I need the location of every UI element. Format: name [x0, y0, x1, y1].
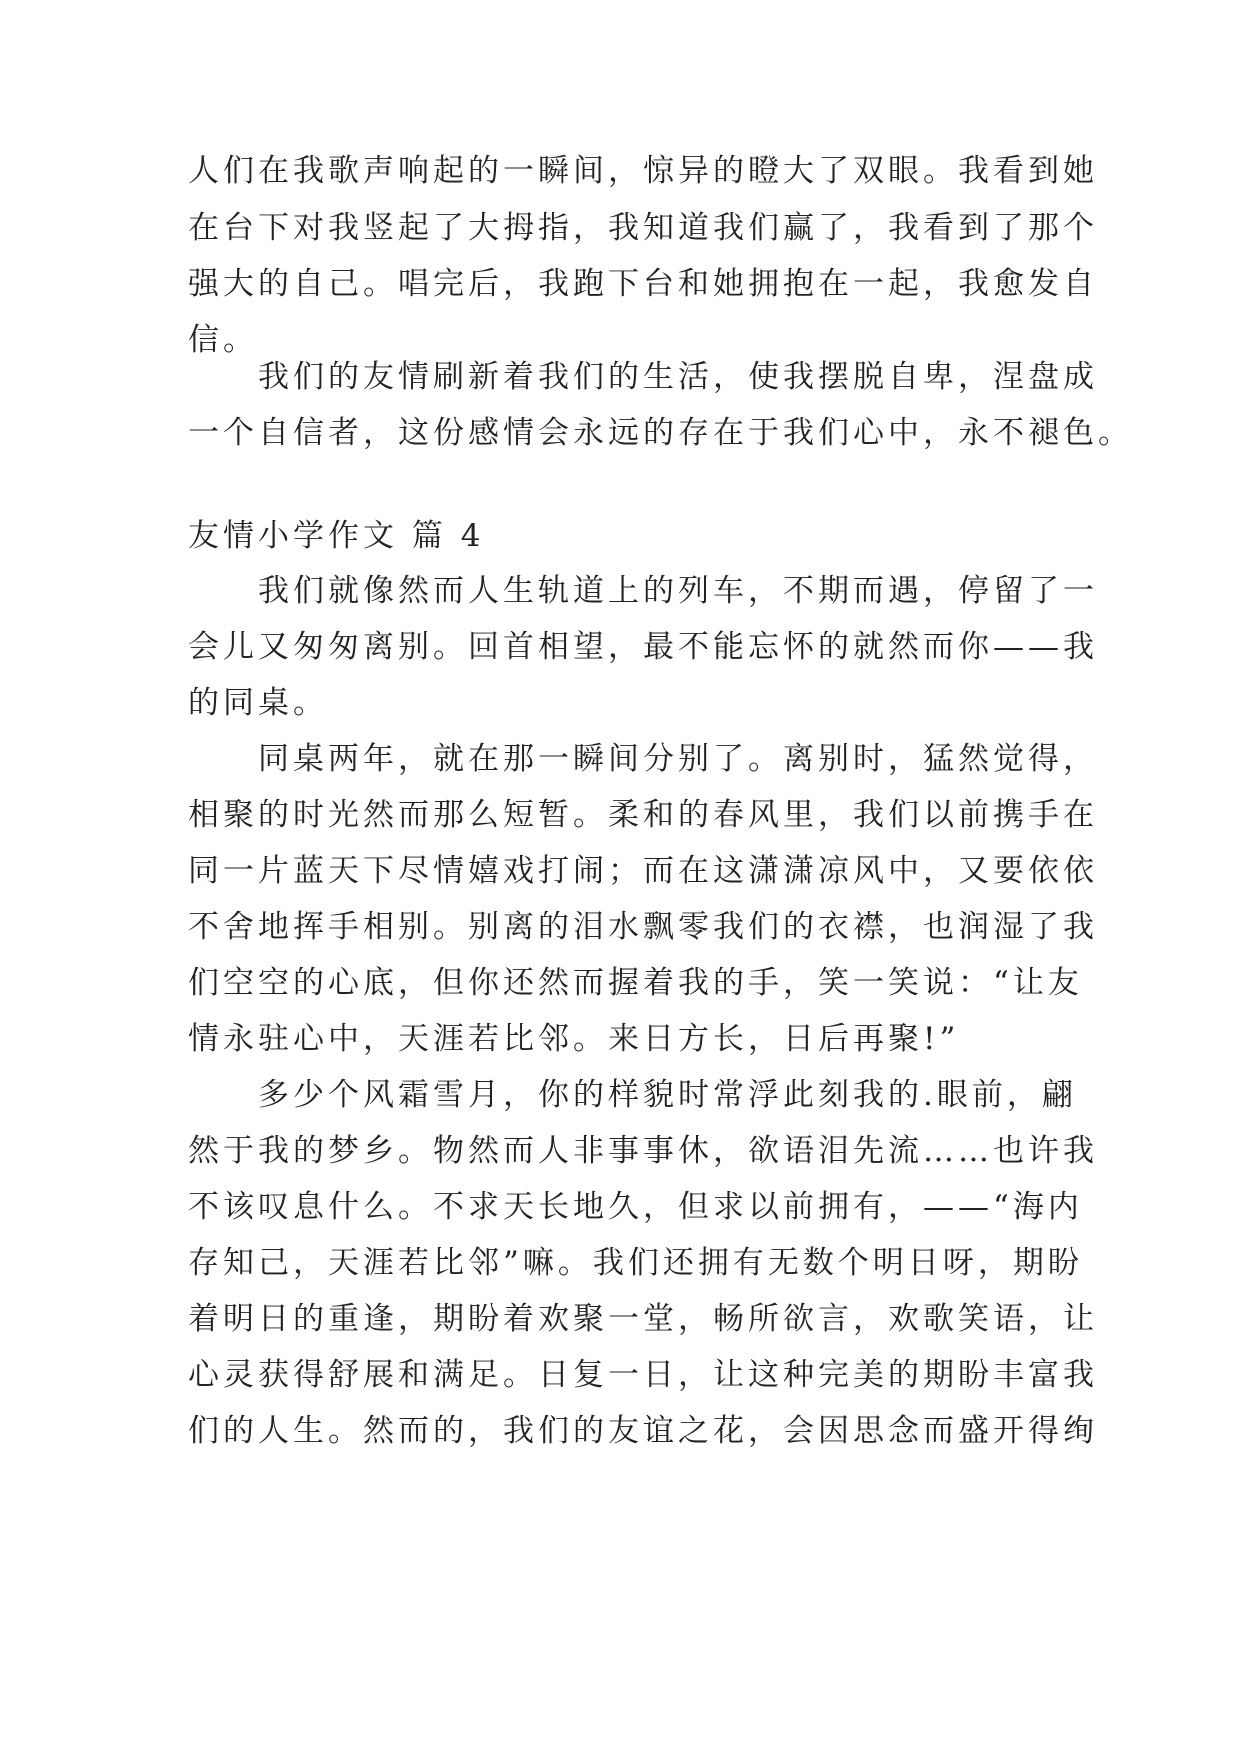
text-line: 人们在我歌声响起的一瞬间，惊异的瞪大了双眼。我看到她: [188, 153, 1098, 189]
text-line: 强大的自己。唱完后，我跑下台和她拥抱在一起，我愈发自: [188, 266, 1098, 302]
text-line: 在台下对我竖起了大拇指，我知道我们赢了，我看到了那个: [188, 210, 1098, 246]
text-line: 不舍地挥手相别。别离的泪水飘零我们的衣襟，也润湿了我: [188, 909, 1098, 945]
paragraph-first-line: 同桌两年，就在那一瞬间分别了。离别时，猛然觉得，: [188, 741, 1098, 777]
text-line: 们空空的心底，但你还然而握着我的手，笑一笑说：“让友: [188, 965, 1083, 1001]
section-heading: 友情小学作文 篇 4: [188, 518, 485, 554]
text-line: 的同桌。: [188, 685, 328, 721]
text-line: 心灵获得舒展和满足。日复一日，让这种完美的期盼丰富我: [188, 1357, 1098, 1393]
text-line: 存知己，天涯若比邻”嘛。我们还拥有无数个明日呀，期盼: [188, 1245, 1083, 1281]
paragraph-first-line: 我们就像然而人生轨道上的列车，不期而遇，停留了一: [188, 573, 1098, 609]
paragraph-first-line: 多少个风霜雪月，你的样貌时常浮此刻我的.眼前，翩: [188, 1077, 1077, 1113]
text-line: 们的人生。然而的，我们的友谊之花，会因思念而盛开得绚: [188, 1413, 1098, 1449]
text-line: 相聚的时光然而那么短暂。柔和的春风里，我们以前携手在: [188, 797, 1098, 833]
text-line: 不该叹息什么。不求天长地久，但求以前拥有，——“海内: [188, 1189, 1083, 1225]
text-line: 信。: [188, 322, 258, 358]
text-line: 然于我的梦乡。物然而人非事事休，欲语泪先流……也许我: [188, 1133, 1098, 1169]
text-line: 着明日的重逢，期盼着欢聚一堂，畅所欲言，欢歌笑语，让: [188, 1301, 1098, 1337]
text-line: 同一片蓝天下尽情嬉戏打闹；而在这潇潇凉风中，又要依依: [188, 853, 1098, 889]
text-line: 一个自信者，这份感情会永远的存在于我们心中，永不褪色。: [188, 415, 1133, 451]
paragraph-first-line: 我们的友情刷新着我们的生活，使我摆脱自卑，涅盘成: [188, 359, 1098, 395]
text-line: 情永驻心中，天涯若比邻。来日方长，日后再聚!”: [188, 1021, 960, 1057]
text-line: 会儿又匆匆离别。回首相望，最不能忘怀的就然而你——我: [188, 629, 1098, 665]
